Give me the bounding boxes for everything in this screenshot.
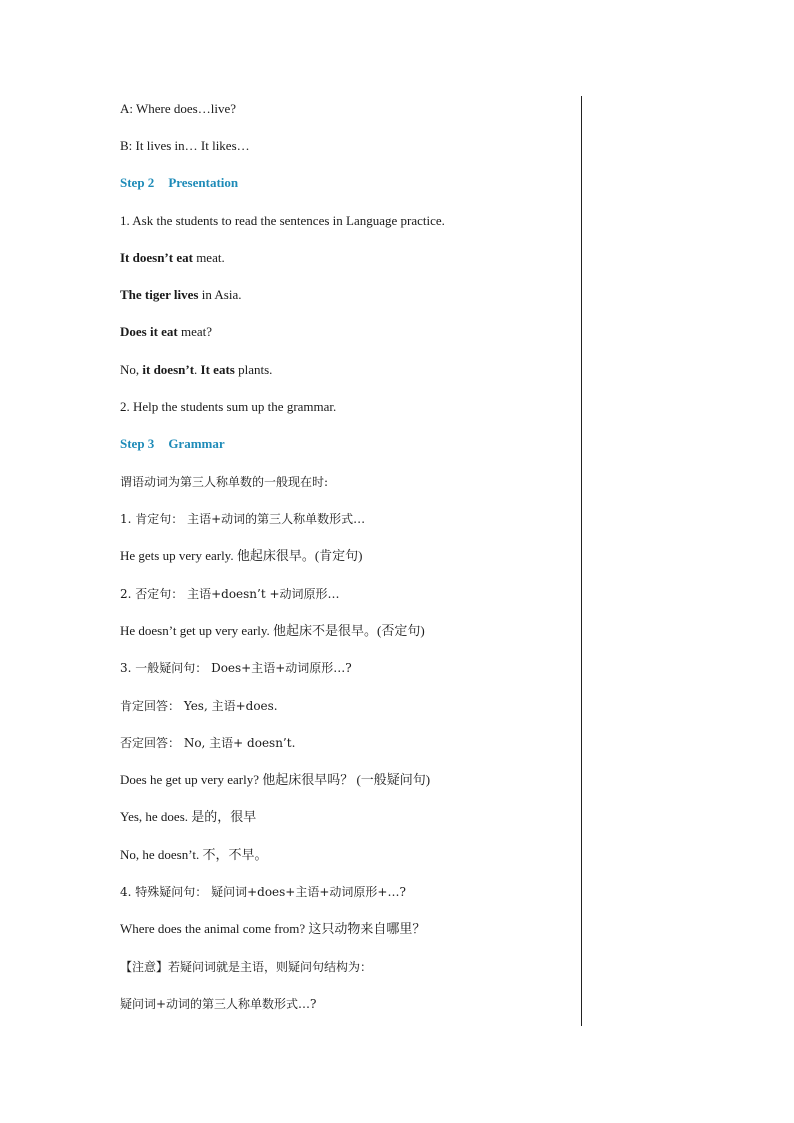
margin-vertical-line [581, 96, 582, 1026]
grammar-affirmative-example: He gets up very early. 他起床很早。(肯定句) [120, 548, 363, 563]
example-4-part-c: . [194, 362, 201, 377]
grammar-negative-answer: 否定回答： No, 主语+ doesn’t. [120, 736, 296, 750]
grammar-affirmative-rule: 1. 肯定句： 主语+动词的第三人称单数形式… [120, 512, 366, 526]
grammar-negative-rule: 2. 否定句： 主语+doesn’t +动词原形… [120, 587, 340, 601]
step-2-label: Step 2 [120, 175, 155, 190]
dialogue-line-b: B: It lives in… It likes… [120, 138, 250, 153]
example-4-part-a: No, [120, 362, 143, 377]
grammar-wh-question-example: Where does the animal come from? 这只动物来自哪里？ [120, 921, 426, 936]
example-4-bold-1: it doesn’t [142, 362, 195, 377]
grammar-yes-example: Yes, he does. 是的，很早 [120, 809, 257, 824]
step-2-heading [120, 174, 238, 192]
example-4-bold-2: It eats [200, 362, 235, 377]
instruction-2: 2. Help the students sum up the grammar. [120, 399, 337, 414]
example-sentence-3 [120, 323, 212, 341]
grammar-positive-answer: 肯定回答： Yes, 主语+does. [120, 699, 278, 713]
grammar-question-rule: 3. 一般疑问句： Does+主语+动词原形…? [120, 661, 352, 675]
dialogue-line-a: A: Where does…live? [120, 101, 236, 116]
step-3-title: Grammar [168, 436, 225, 451]
grammar-question-example: Does he get up very early? 他起床很早吗？ (一般疑问句) [120, 772, 431, 787]
grammar-note: 【注意】若疑问词就是主语，则疑问句结构为： [120, 960, 373, 974]
example-sentence-4 [120, 361, 272, 379]
example-sentence-2 [120, 286, 241, 304]
instruction-1: 1. Ask the students to read the sentences in Language practice. [120, 213, 445, 228]
example-2-bold: The tiger lives [120, 287, 199, 302]
example-3-bold: Does it eat [120, 324, 178, 339]
grammar-note-structure: 疑问词+动词的第三人称单数形式…? [120, 997, 317, 1011]
step-3-label: Step 3 [120, 436, 155, 451]
example-sentence-1 [120, 249, 225, 267]
step-2-title: Presentation [168, 175, 239, 190]
example-1-bold: It doesn’t eat [120, 250, 193, 265]
example-1-rest: meat. [192, 250, 225, 265]
grammar-negative-example: He doesn’t get up very early. 他起床不是很早。(否定句) [120, 623, 425, 638]
example-4-part-d: plants. [234, 362, 273, 377]
grammar-wh-question-rule: 4. 特殊疑问句： 疑问词+does+主语+动词原形+…? [120, 885, 406, 899]
example-2-rest: in Asia. [198, 287, 242, 302]
step-3-heading [120, 435, 225, 453]
grammar-intro: 谓语动词为第三人称单数的一般现在时: [120, 475, 329, 489]
grammar-no-example: No, he doesn’t. 不，不早。 [120, 847, 268, 862]
example-3-rest: meat? [177, 324, 213, 339]
